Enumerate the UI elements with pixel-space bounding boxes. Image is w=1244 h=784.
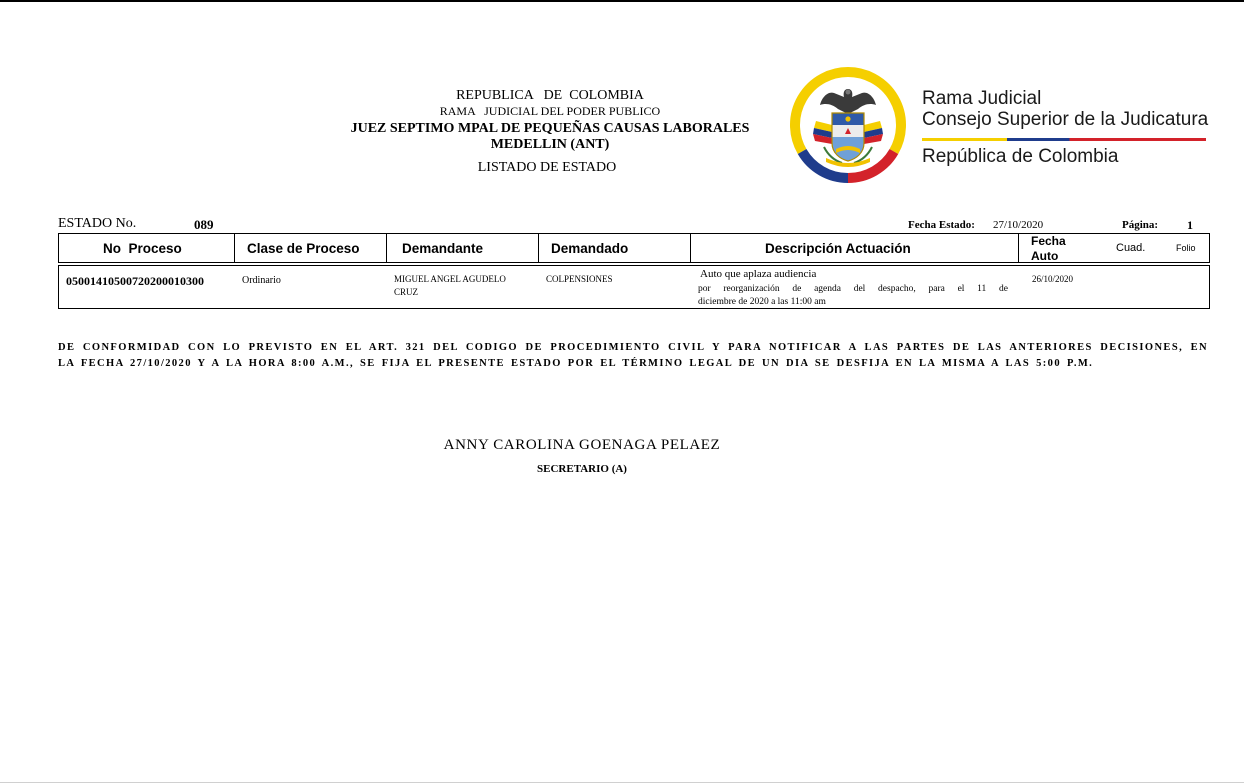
header-country: REPUBLICA DE COLOMBIA: [456, 88, 644, 103]
logo-tricolor-rule: [922, 138, 1206, 141]
estado-number: 089: [194, 217, 214, 232]
signatory-name: ANNY CAROLINA GOENAGA PELAEZ: [443, 437, 721, 453]
estado-label: ESTADO No.: [58, 216, 137, 231]
fecha-estado-label: Fecha Estado:: [908, 219, 975, 231]
rama-judicial-logo: [786, 63, 910, 187]
table-row: [58, 265, 1210, 309]
column-header-folio: Folio: [1176, 243, 1196, 253]
column-header-fecha-auto: Fecha Auto: [1031, 234, 1066, 263]
cell-demandante: MIGUEL ANGEL AGUDELO CRUZ: [394, 274, 506, 297]
cell-actuacion-detail: por reorganización de agenda del despacho, para el 11 de: [698, 284, 1008, 294]
signatory-role: SECRETARIO (A): [537, 463, 627, 475]
cell-actuacion-detail: diciembre de 2020 a las 11:00 am: [698, 297, 826, 307]
column-header-descripcion: Descripción Actuación: [765, 241, 911, 256]
document-title: LISTADO DE ESTADO: [477, 160, 617, 175]
top-rule: [0, 0, 1244, 2]
column-divider: [538, 234, 539, 262]
column-divider: [690, 234, 691, 262]
bottom-rule: [0, 782, 1244, 783]
logo-title: Rama Judicial: [922, 88, 1042, 109]
header-court: JUEZ SEPTIMO MPAL DE PEQUEÑAS CAUSAS LABORALES: [350, 121, 750, 136]
cell-actuacion: Auto que aplaza audiencia: [700, 268, 817, 280]
header-branch: RAMA JUDICIAL DEL PODER PUBLICO: [439, 104, 661, 118]
column-divider: [386, 234, 387, 262]
column-header-clase: Clase de Proceso: [247, 241, 360, 256]
column-header-cuad: Cuad.: [1116, 242, 1146, 254]
fecha-estado-value: 27/10/2020: [993, 219, 1044, 231]
column-header-no-proceso: No Proceso: [103, 241, 182, 256]
notice-text: LA FECHA 27/10/2020 Y A LA HORA 8:00 A.M., SE FIJA EL PRESENTE ESTADO POR EL TÉRMINO LEGAL DE UN DIA SE DESFIJA EN LA MISMA A LAS 5:00 P.M.: [58, 358, 1094, 369]
cell-clase: Ordinario: [242, 275, 281, 286]
cell-demandado: COLPENSIONES: [546, 274, 613, 284]
column-header-demandante: Demandante: [402, 241, 484, 256]
logo-country: República de Colombia: [922, 146, 1119, 167]
column-header-demandado: Demandado: [551, 241, 629, 256]
column-divider: [1018, 234, 1019, 262]
pagina-value: 1: [1187, 218, 1193, 232]
notice-text: DE CONFORMIDAD CON LO PREVISTO EN EL ART. 321 DEL CODIGO DE PROCEDIMIENTO CIVIL Y PARA NOTIFICAR A LAS PARTES DE LAS ANTERIORES DECISIONES, EN: [58, 342, 1208, 353]
pagina-label: Página:: [1122, 219, 1159, 231]
column-divider: [234, 234, 235, 262]
cell-proceso: 05001410500720200010300: [66, 274, 204, 288]
table-header: [58, 233, 1210, 263]
cell-fecha-auto: 26/10/2020: [1032, 274, 1074, 284]
header-city: MEDELLIN (ANT): [490, 137, 610, 152]
logo-subtitle: Consejo Superior de la Judicatura: [922, 109, 1209, 130]
